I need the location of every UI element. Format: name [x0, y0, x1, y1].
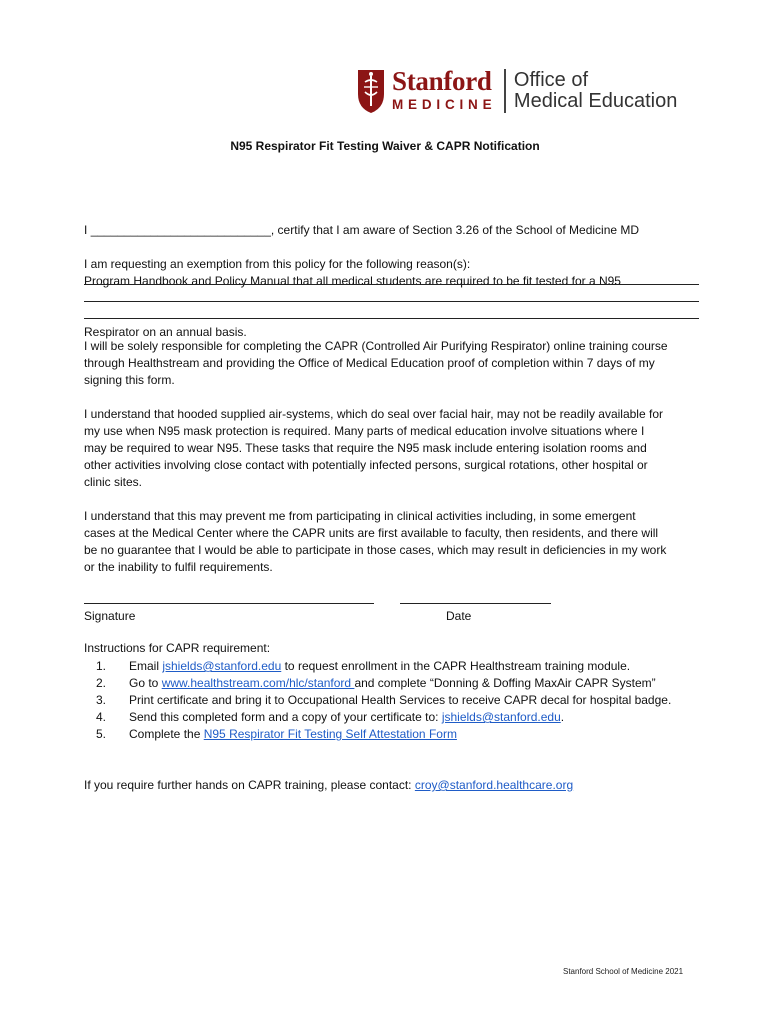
certify-text: , certify that I am aware of Section 3.26 of the School of Medicine MD: [270, 223, 640, 237]
hooded-systems-paragraph: I understand that hooded supplied air-systems, which do seal over facial hair, may not be readily available for my use when N95 mask protection is required. Many parts of medical education involve situations where I may be required to wear N95. These tasks that require the N95 mask include entering isolation rooms and other activities involving close contact with potentially infected persons, surgical rotations, other hospital or clinic sites.: [84, 407, 663, 489]
page-footer: Stanford School of Medicine 2021: [563, 967, 684, 976]
instruction-item: 2. Go to www.healthstream.com/hlc/stanford and complete “Donning & Doffing MaxAir CAPR System”: [95, 676, 656, 690]
healthstream-link[interactable]: www.healthstream.com/hlc/stanford: [161, 676, 355, 690]
brand-sub: MEDICINE: [392, 97, 497, 112]
name-blank-field[interactable]: ___________________________: [90, 223, 271, 237]
reason-line-3[interactable]: [84, 318, 699, 319]
instructions-heading: Instructions for CAPR requirement:: [84, 641, 271, 655]
reason-line-1[interactable]: [84, 284, 699, 285]
instruction-item: 3. Print certificate and bring it to Occupational Health Services to receive CAPR decal for hospital badge.: [95, 693, 672, 707]
certify-line-3: Respirator on an annual basis.: [84, 325, 247, 339]
instruction-item: 4. Send this completed form and a copy of your certificate to: jshields@stanford.edu.: [95, 710, 565, 724]
date-label: Date: [446, 609, 472, 623]
contact-email-link[interactable]: croy@stanford.healthcare.org: [414, 778, 574, 792]
brand-wordmark: [392, 68, 496, 114]
stanford-seal-icon: [356, 68, 386, 114]
reason-line-2[interactable]: [84, 301, 699, 302]
email-link-jshields-send[interactable]: jshields@stanford.edu: [441, 710, 561, 724]
instructions-list: [84, 658, 671, 743]
clinical-prevention-paragraph: I understand that this may prevent me from participating in clinical activities including, in some emergent cases at the Medical Center where the CAPR units are first available to faculty, then residents, and there will be no guarantee that I would be able to participate in those cases, which may result in deficiencies in my work or the inability to fulfil requirements.: [84, 509, 667, 574]
attestation-form-link[interactable]: N95 Respirator Fit Testing Self Attestation Form: [203, 727, 457, 741]
brand-name: Stanford: [392, 66, 492, 96]
certify-line-2: Program Handbook and Policy Manual that all medical students are required to be fit tested for a N95: [84, 274, 621, 288]
date-line[interactable]: [400, 603, 551, 604]
instruction-item: 5. Complete the N95 Respirator Fit Testing Self Attestation Form: [95, 727, 457, 741]
stanford-medicine-logo: [356, 66, 677, 116]
office-line-2: Medical Education: [513, 90, 678, 112]
signature-line[interactable]: [84, 603, 374, 604]
instruction-item: 1. Email jshields@stanford.edu to request enrollment in the CAPR Healthstream training module.: [95, 659, 631, 673]
email-link-jshields[interactable]: jshields@stanford.edu: [162, 659, 282, 673]
capr-training-paragraph: I will be solely responsible for completing the CAPR (Controlled Air Purifying Respirator) online training course through Healthstream and providing the Office of Medical Education proof of completion within 7 days of my signing this form.: [84, 339, 668, 387]
exemption-prompt: I am requesting an exemption from this policy for the following reason(s):: [84, 257, 471, 271]
logo-divider: [504, 69, 506, 113]
signature-label: Signature: [84, 609, 136, 623]
contact-text: If you require further hands on CAPR training, please contact:: [84, 778, 415, 792]
contact-line: [84, 778, 573, 792]
certify-prefix: I: [84, 223, 88, 237]
office-line-1: Office of: [513, 69, 589, 91]
page-title: N95 Respirator Fit Testing Waiver & CAPR Notification: [230, 139, 540, 153]
office-name: [514, 70, 677, 112]
